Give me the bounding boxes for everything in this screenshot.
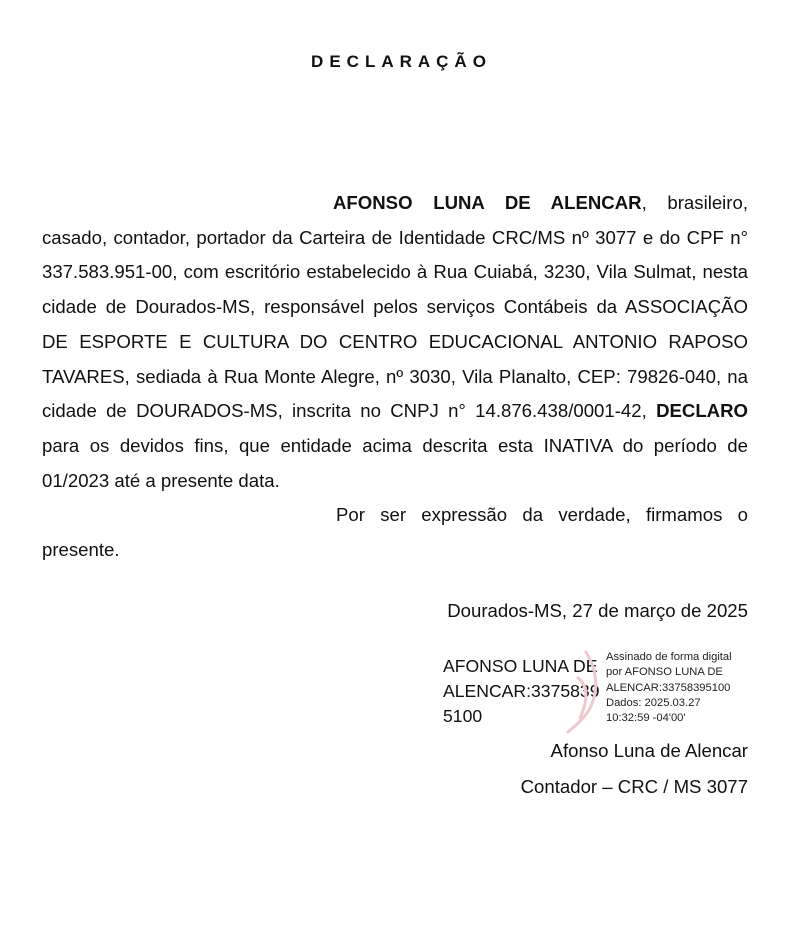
closing-paragraph: Por ser expressão da verdade, firmamos o presente. xyxy=(42,504,748,561)
signatory-name: Afonso Luna de Alencar xyxy=(550,740,748,761)
place-and-date: Dourados-MS, 27 de março de 2025 xyxy=(447,600,748,621)
document-title: DECLARAÇÃO xyxy=(311,52,492,71)
digital-signature-info xyxy=(606,650,766,726)
signatory-role: Contador – CRC / MS 3077 xyxy=(520,776,748,797)
signature-info-line: Dados: 2025.03.27 xyxy=(606,696,701,709)
document-body xyxy=(42,186,748,568)
signature-info-line: Assinado de forma digital xyxy=(606,651,732,663)
signature-info-line: por AFONSO LUNA DE xyxy=(606,666,723,679)
declarant-name: AFONSO LUNA DE ALENCAR xyxy=(333,192,642,213)
declaration-text-part1: , brasileiro, casado, contador, portador da Carteira de Identidade CRC/MS nº 3077 e do CPF n° 337.583.951-00, com escritório estabelecido à Rua Cuiabá, 3230, Vila Sulmat, nesta cidade de Dourados-MS, responsável pelos serviços Contábeis da ASSOCIAÇÃO DE ESPORTE E CULTURA DO CENTRO EDUCACIONAL ANTONIO RAPOSO TAVARES, sediada à Rua Monte Alegre, nº 3030, Vila Planalto, CEP: 79826-040, na cidade de DOURADOS-MS, inscrita no CNPJ n° 14.876.438/0001-42, xyxy=(42,192,749,422)
signature-info-line: ALENCAR:33758395100 xyxy=(606,681,731,694)
declaration-paragraph xyxy=(42,186,748,498)
declaro-keyword: DECLARO xyxy=(656,400,748,422)
signature-info-line: 10:32:59 -04'00' xyxy=(606,712,686,725)
declaration-text-part2: para os devidos fins, que entidade acima descrita esta INATIVA do período de 01/2023 até a presente data. xyxy=(42,434,748,491)
digital-signature-signer: AFONSO LUNA DE ALENCAR:33758395100 xyxy=(443,656,600,726)
